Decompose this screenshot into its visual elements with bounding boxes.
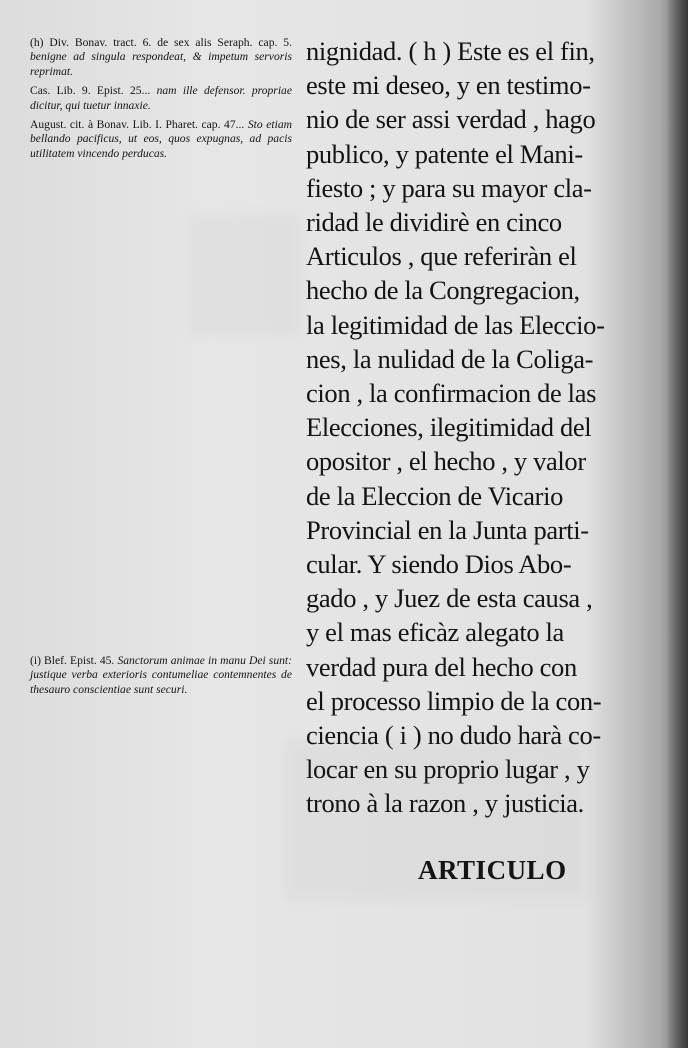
text-line: ciencia ( i ) no dudo harà co-	[306, 720, 601, 751]
footnotes-top	[30, 36, 292, 166]
footnote-h	[30, 36, 292, 79]
text-line: la legitimidad de las Eleccio-	[306, 309, 605, 340]
text-line: publico, y patente el Mani-	[306, 138, 583, 169]
footnote-ref: August. cit. à Bonav. Lib. I. Pharet. cap. 47...	[30, 118, 245, 132]
catchword: ARTICULO	[418, 855, 567, 885]
text-line: nio de ser assi verdad , hago	[306, 104, 596, 135]
text-line: el processo limpio de la con-	[306, 685, 602, 716]
text-line: opositor , el hecho , y valor	[306, 446, 586, 477]
text-line: ridad le dividirè en cinco	[306, 207, 562, 238]
text-line: Provincial en la Junta parti-	[306, 514, 589, 545]
text-line: trono à la razon , y justicia.	[306, 788, 584, 819]
text-line: nes, la nulidad de la Coliga-	[306, 343, 594, 374]
footnote-ref: (h) Div. Bonav. tract. 6. de sex alis Seraph. cap. 5.	[30, 36, 292, 49]
text-line: nignidad. ( h ) Este es el fin,	[306, 36, 595, 66]
text-line: locar en su proprio lugar , y	[306, 754, 590, 785]
footnote-august	[30, 118, 292, 161]
footnote-cas	[30, 84, 292, 113]
book-gutter-shadow	[666, 0, 688, 1048]
footnote-quote: benigne ad singula respondeat, & impetum servoris reprimat.	[30, 50, 292, 78]
bleed-through-shadow-notes	[190, 215, 300, 335]
footnote-i	[30, 654, 292, 697]
text-line: verdad pura del hecho con	[306, 651, 577, 682]
text-line: Elecciones, ilegitimidad del	[306, 412, 592, 443]
footnote-ref: (i) Blef. Epist. 45.	[30, 654, 115, 667]
footnote-quote: nam ille defensor. propriae dicitur, qui tuetur innaxie.	[30, 84, 292, 112]
text-line: y el mas eficàz alegato la	[306, 617, 564, 648]
footnote-ref: Cas. Lib. 9. Epist. 25...	[30, 84, 151, 98]
text-line: Articulos , que referiràn el	[306, 241, 577, 272]
footnote-quote: Sanctorum animae in manu Dei sunt: justique verba exterioris contumeliae contemnentes de thesauro conscientiae sunt securi.	[30, 654, 292, 696]
text-line: hecho de la Congregacion,	[306, 275, 580, 306]
main-text	[306, 34, 626, 821]
text-line: cular. Y siendo Dios Abo-	[306, 549, 572, 580]
footnote-quote: Sto etiam bellando pacificus, ut eos, quos expugnas, ad pacis utilitatem vincendo perducas.	[30, 118, 292, 160]
text-line: cion , la confirmacion de las	[306, 378, 597, 409]
text-line: de la Eleccion de Vicario	[306, 480, 563, 511]
text-line: fiesto ; y para su mayor cla-	[306, 172, 592, 203]
text-line: este mi deseo, y en testimo-	[306, 70, 591, 101]
text-line: gado , y Juez de esta causa ,	[306, 583, 593, 614]
